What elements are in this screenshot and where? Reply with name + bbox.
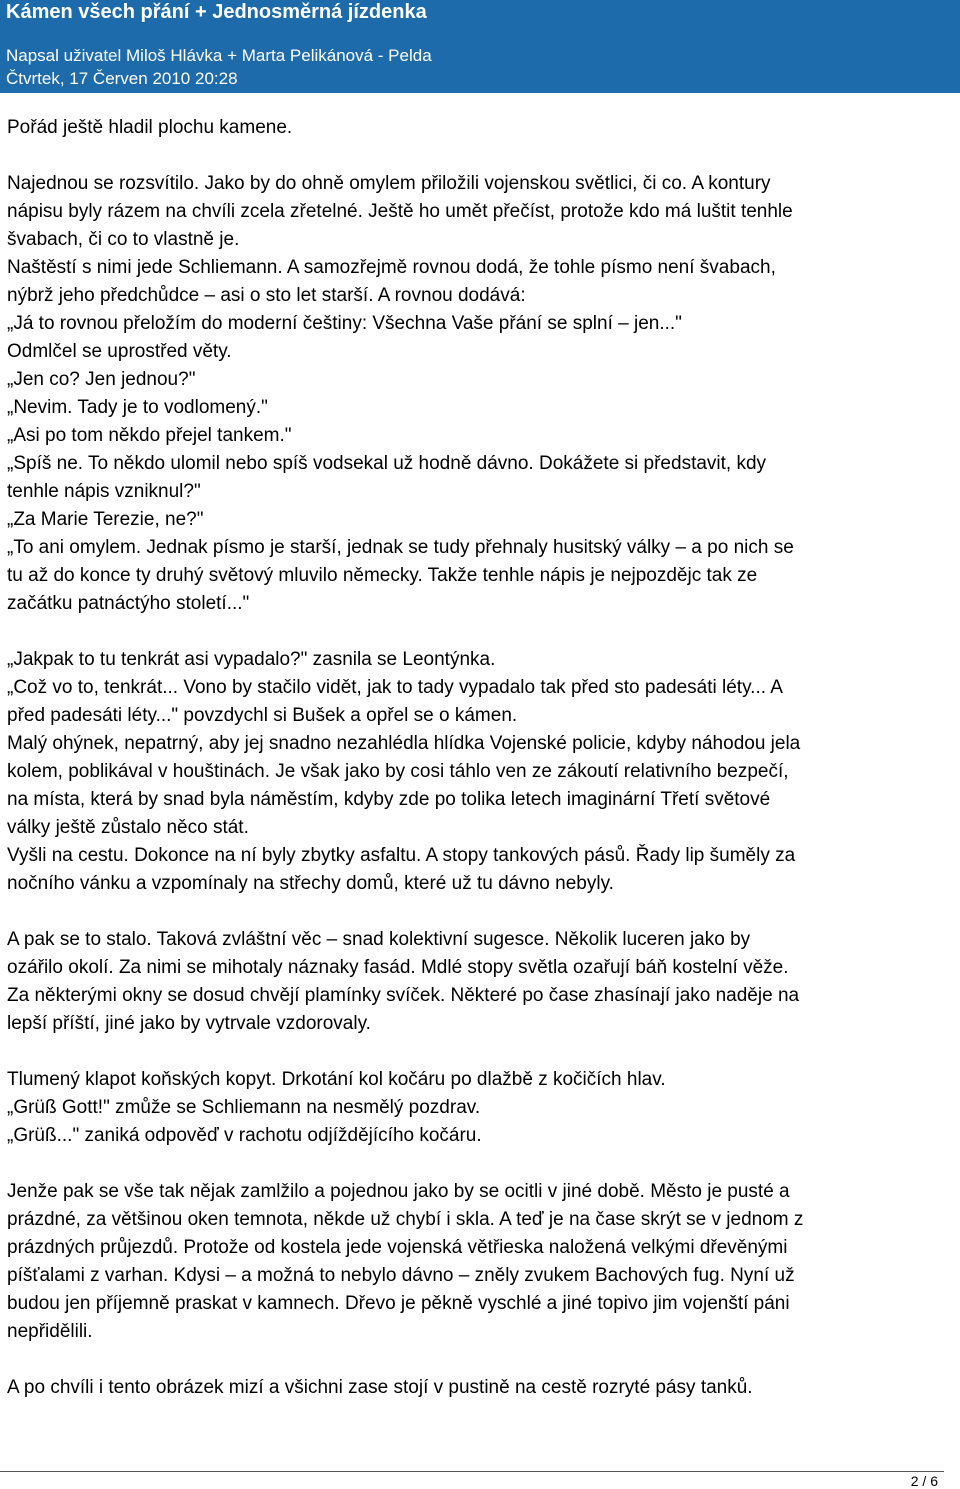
article-body [7,114,953,1402]
text-line: „Nevim. Tady je to vodlomený." [7,397,268,418]
text-line: „Asi po tom někdo přejel tankem." [7,425,292,446]
text-line: Najednou se rozsvítilo. Jako by do ohně omylem přiložili vojenskou světlici, či co. A kontury [7,173,771,194]
paragraph [7,1178,953,1346]
text-line: Jenže pak se vše tak nějak zamlžilo a pojednou jako by se ocitli v jiné době. Město je pusté a [7,1181,790,1202]
text-line: nápisu byly rázem na chvíli zcela zřetelné. Ještě ho umět přečíst, protože kdo má luštit tenhle [7,201,793,222]
paragraph [7,926,953,1038]
date-line: Čtvrtek, 17 Červen 2010 20:28 [6,69,238,88]
paragraph-gap [7,142,953,170]
paragraph [7,114,953,142]
text-line: prázdné, za většinou oken temnota, někde už chybí i skla. A teď je na čase skrýt se v jednom z [7,1209,804,1230]
paragraph-gap [7,1150,953,1178]
text-line: na místa, která by snad byla náměstím, kdyby zde po tolika letech imaginární Třetí světové [7,789,771,810]
text-line: „Grüß..." zaniká odpověď v rachotu odjíždějícího kočáru. [7,1125,482,1146]
text-line: Tlumený klapot koňských kopyt. Drkotání kol kočáru po dlažbě z kočičích hlav. [7,1069,666,1090]
text-line: A pak se to stalo. Taková zvláštní věc – snad kolektivní sugesce. Několik luceren jako by [7,929,751,950]
text-line: nýbrž jeho předchůdce – asi o sto let starší. A rovnou dodává: [7,285,526,306]
paragraph [7,1066,953,1150]
paragraph [7,170,953,618]
text-line: nočního vánku a vzpomínaly na střechy domů, které už tu dávno nebyly. [7,873,614,894]
author-line: Napsal uživatel Miloš Hlávka + Marta Pelikánová - Pelda [6,46,432,65]
text-line: „Jen co? Jen jednou?" [7,369,196,390]
paragraph-gap [7,1038,953,1066]
text-line: nepřidělili. [7,1321,93,1342]
text-line: A po chvíli i tento obrázek mizí a všichni zase stojí v pustině na cestě rozryté pásy tanků. [7,1377,753,1398]
footer-divider [0,1471,944,1472]
text-line: Pořád ještě hladil plochu kamene. [7,117,293,138]
text-line: „Jakpak to tu tenkrát asi vypadalo?" zasnila se Leontýnka. [7,649,496,670]
text-line: Malý ohýnek, nepatrný, aby jej snadno nezahlédla hlídka Vojenské policie, kdyby náhodou jela [7,733,801,754]
page-number: 2 / 6 [910,1473,938,1489]
text-line: prázdných průjezdů. Protože od kostela jede vojenská větřieska naložená velkými dřevěnými [7,1237,788,1258]
text-line: tu až do konce ty druhý světový mluvilo německy. Takže tenhle nápis je nejpozdějc tak ze [7,565,758,586]
text-line: Za některými okny se dosud chvějí plamínky svíček. Některé po čase zhasínají jako naděje na [7,985,800,1006]
paragraph [7,1374,953,1402]
paragraph-gap [7,1346,953,1374]
article-meta [6,44,432,90]
article-title: Kámen všech přání + Jednosměrná jízdenka [6,1,427,23]
text-line: Vyšli na cestu. Dokonce na ní byly zbytky asfaltu. A stopy tankových pásů. Řady lip šuměly za [7,845,796,866]
paragraph-gap [7,898,953,926]
paragraph [7,646,953,898]
text-line: „To ani omylem. Jednak písmo je starší, jednak se tudy přehnaly husitský války – a po nich se [7,537,794,558]
text-line: „Já to rovnou přeložím do moderní češtiny: Všechna Vaše přání se splní – jen..." [7,313,682,334]
text-line: začátku patnáctýho století..." [7,593,250,614]
text-line: „Grüß Gott!" zmůže se Schliemann na nesmělý pozdrav. [7,1097,481,1118]
text-line: Odmlčel se uprostřed věty. [7,341,232,362]
document-header [0,0,960,93]
text-line: války ještě zůstalo něco stát. [7,817,249,838]
paragraph-gap [7,618,953,646]
text-line: „Což vo to, tenkrát... Vono by stačilo vidět, jak to tady vypadalo tak před sto padesáti léty... A [7,677,783,698]
text-line: budou jen příjemně praskat v kamnech. Dřevo je pěkně vyschlé a jiné topivo jim vojenští páni [7,1293,790,1314]
text-line: před padesáti léty..." povzdychl si Bušek a opřel se o kámen. [7,705,518,726]
text-line: lepší příští, jiné jako by vytrvale vzdorovaly. [7,1013,371,1034]
text-line: kolem, poblikával v houštinách. Je však jako by cosi táhlo ven ze zákoutí relativního bezpečí, [7,761,789,782]
text-line: píšťalami z varhan. Kdysi – a možná to nebylo dávno – zněly zvukem Bachových fug. Nyní už [7,1265,795,1286]
text-line: Naštěstí s nimi jede Schliemann. A samozřejmě rovnou dodá, že tohle písmo není švabach, [7,257,776,278]
text-line: ozářilo okolí. Za nimi se mihotaly náznaky fasád. Mdlé stopy světla ozařují báň kostelní věže. [7,957,789,978]
text-line: švabach, či co to vlastně je. [7,229,240,250]
text-line: tenhle nápis vzniknul?" [7,481,201,502]
text-line: „Spíš ne. To někdo ulomil nebo spíš vodsekal už hodně dávno. Dokážete si představit, kdy [7,453,767,474]
text-line: „Za Marie Terezie, ne?" [7,509,204,530]
